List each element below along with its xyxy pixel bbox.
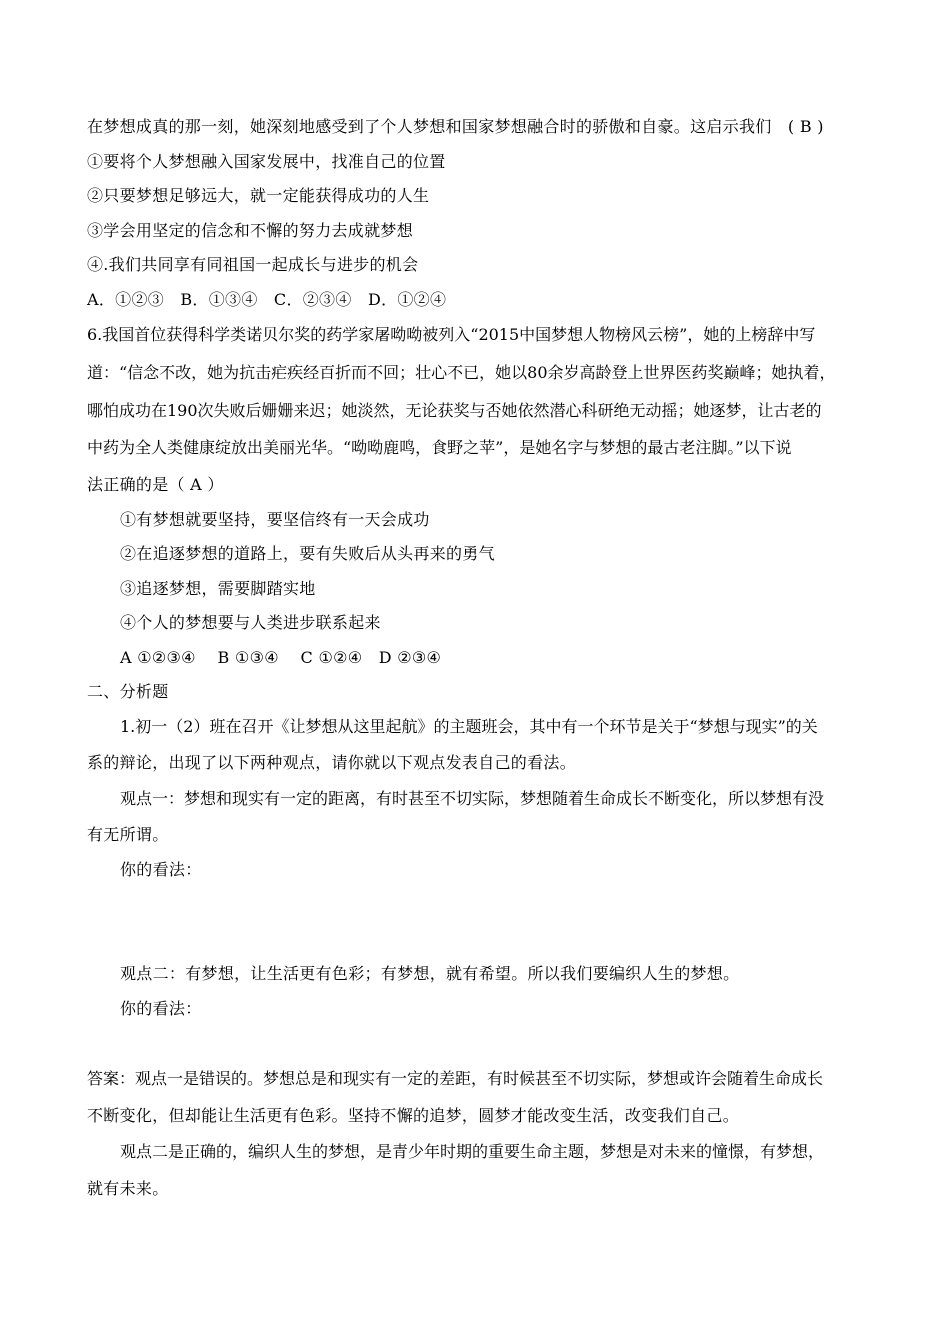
answer-line-3: 观点二是正确的，编织人生的梦想，是青少年时期的重要生命主题，梦想是对未来的憧憬，有梦想， [120, 1142, 825, 1161]
answer-prompt-2: 你的看法： [120, 999, 202, 1018]
q6-stem-line-2: 道：“信念不改，她为抗击疟疾经百折而不回；壮心不已，她以80余岁高龄登上世界医药奖巅峰；她执着， [87, 363, 836, 382]
q6-stem-line-1: 6.我国首位获得科学类诺贝尔奖的药学家屠呦呦被列入“2015中国梦想人物榜风云榜”，她的上榜辞中写 [87, 325, 816, 344]
q6-option-2: ②在追逐梦想的道路上，要有失败后从头再来的勇气 [120, 544, 495, 563]
q6-option-1: ①有梦想就要坚持，要坚信终有一天会成功 [120, 510, 430, 529]
view1-line-2: 有无所谓。 [87, 825, 169, 844]
q1-line-1: 1.初一（2）班在召开《让梦想从这里起航》的主题班会，其中有一个环节是关于“梦想与现实”的关 [120, 717, 818, 736]
q6-stem-line-4: 中药为全人类健康绽放出美丽光华。“呦呦鹿鸣，食野之苹”，是她名字与梦想的最古老注脚。”以下说 [87, 438, 792, 457]
q5-option-1: ①要将个人梦想融入国家发展中，找准自己的位置 [87, 152, 446, 171]
q6-stem-line-3: 哪怕成功在190次失败后姗姗来迟；她淡然，无论获奖与否她依然潜心科研绝无动摇；她逐梦，让古老的 [87, 401, 822, 420]
answer-line-2: 不断变化，但却能让生活更有色彩。坚持不懈的追梦，圆梦才能改变生活，改变我们自己。 [87, 1106, 740, 1125]
answer-line-4: 就有未来。 [87, 1179, 169, 1198]
q6-option-4: ④个人的梦想要与人类进步联系起来 [120, 613, 381, 632]
q6-option-3: ③追逐梦想，需要脚踏实地 [120, 579, 316, 598]
answer-prompt-1: 你的看法： [120, 860, 202, 879]
q5-choices: A．①②③ B．①③④ C．②③④ D．①②④ [87, 290, 447, 309]
view2-line: 观点二：有梦想，让生活更有色彩；有梦想，就有希望。所以我们要编织人生的梦想。 [120, 964, 740, 983]
q6-stem-line-5: 法正确的是（ A ） [87, 475, 224, 494]
q5-option-2: ②只要梦想足够远大，就一定能获得成功的人生 [87, 186, 430, 205]
answer-line-1: 答案：观点一是错误的。梦想总是和现实有一定的差距，有时候甚至不切实际，梦想或许会随着生命成长 [87, 1069, 824, 1088]
q6-choices: A ①②③④ B ①③④ C ①②④ D ②③④ [120, 648, 442, 667]
view1-line-1: 观点一：梦想和现实有一定的距离，有时甚至不切实际，梦想随着生命成长不断变化，所以梦想有没 [120, 789, 825, 808]
q1-line-2: 系的辩论，出现了以下两种观点，请你就以下观点发表自己的看法。 [87, 753, 577, 772]
section-title: 二、分析题 [87, 682, 169, 701]
q5-stem: 在梦想成真的那一刻，她深刻地感受到了个人梦想和国家梦想融合时的骄傲和自豪。这启示我们 ( B ) [87, 117, 824, 136]
q5-option-3: ③学会用坚定的信念和不懈的努力去成就梦想 [87, 221, 414, 240]
q5-option-4: ④.我们共同享有同祖国一起成长与进步的机会 [87, 255, 419, 274]
